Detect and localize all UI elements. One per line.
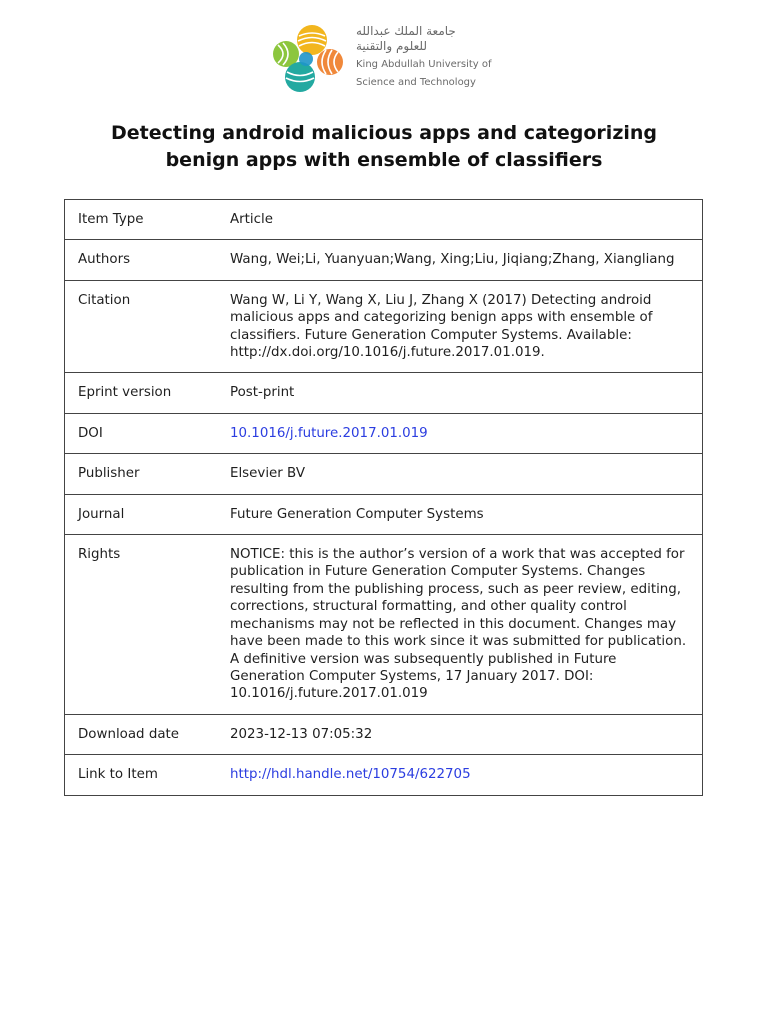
- row-label: Publisher: [65, 454, 231, 494]
- logo-arabic-line1: جامعة الملك عبدالله: [356, 24, 456, 38]
- table-row-publisher: [65, 454, 703, 494]
- row-label: Authors: [65, 240, 231, 280]
- emblem-yellow-petal: [297, 25, 327, 55]
- row-label: Item Type: [65, 200, 231, 240]
- row-value: Post-print: [230, 373, 703, 413]
- row-label: DOI: [65, 413, 231, 453]
- table-row-rights: [65, 535, 703, 715]
- row-label: Citation: [65, 280, 231, 373]
- row-label: Eprint version: [65, 373, 231, 413]
- table-row-citation: [65, 280, 703, 373]
- logo-english-line2: Science and Technology: [356, 76, 476, 88]
- table-row-doi: [65, 413, 703, 453]
- emblem-blue-center: [299, 52, 313, 66]
- table-row-authors: [65, 240, 703, 280]
- row-value: Article: [230, 200, 703, 240]
- row-value: Wang, Wei;Li, Yuanyuan;Wang, Xing;Liu, Jiqiang;Zhang, Xiangliang: [230, 240, 703, 280]
- row-label: Rights: [65, 535, 231, 715]
- kaust-logo: [268, 22, 508, 94]
- row-value: NOTICE: this is the author’s version of a work that was accepted for publication in Future Generation Computer Systems. Changes resulting from the publishing process, such as peer review, editing, corrections, structural formatting, and other quality control mechanisms may not be reflected in this document. Changes may have been made to this work since it was submitted for publication. A definitive version was subsequently published in Future Generation Computer Systems, 17 January 2017. DOI: 10.1016/j.future.2017.01.019: [230, 535, 703, 715]
- row-label: Download date: [65, 714, 231, 754]
- metadata-table: [64, 199, 703, 796]
- row-value-cell: [230, 755, 703, 795]
- document-title: [60, 120, 708, 174]
- emblem-teal-petal: [285, 62, 315, 92]
- row-value: 2023-12-13 07:05:32: [230, 714, 703, 754]
- logo-arabic-line2: للعلوم والتقنية: [356, 39, 427, 53]
- title-line-2: benign apps with ensemble of classifiers: [165, 149, 603, 171]
- table-row-eprint-version: [65, 373, 703, 413]
- item-handle-link[interactable]: http://hdl.handle.net/10754/622705: [230, 767, 471, 783]
- emblem-orange-petal: [317, 49, 343, 75]
- table-row-download-date: [65, 714, 703, 754]
- row-value-cell: [230, 413, 703, 453]
- logo-english-line1: King Abdullah University of: [356, 59, 492, 70]
- table-row-journal: [65, 494, 703, 534]
- row-value: Wang W, Li Y, Wang X, Liu J, Zhang X (2017) Detecting android malicious apps and categorizing benign apps with ensemble of classifiers. Future Generation Computer Systems. Available: http://dx.doi.org/10.1016/j.future.2017.01.019.: [230, 280, 703, 373]
- row-label: Link to Item: [65, 755, 231, 795]
- table-row-link-to-item: [65, 755, 703, 795]
- row-value: Future Generation Computer Systems: [230, 494, 703, 534]
- logo-wordmark: [356, 24, 506, 89]
- doi-link[interactable]: 10.1016/j.future.2017.01.019: [230, 425, 428, 441]
- row-value: Elsevier BV: [230, 454, 703, 494]
- kaust-emblem-icon: [268, 22, 350, 94]
- title-line-1: Detecting android malicious apps and categorizing: [110, 122, 658, 144]
- table-row-item-type: [65, 200, 703, 240]
- row-label: Journal: [65, 494, 231, 534]
